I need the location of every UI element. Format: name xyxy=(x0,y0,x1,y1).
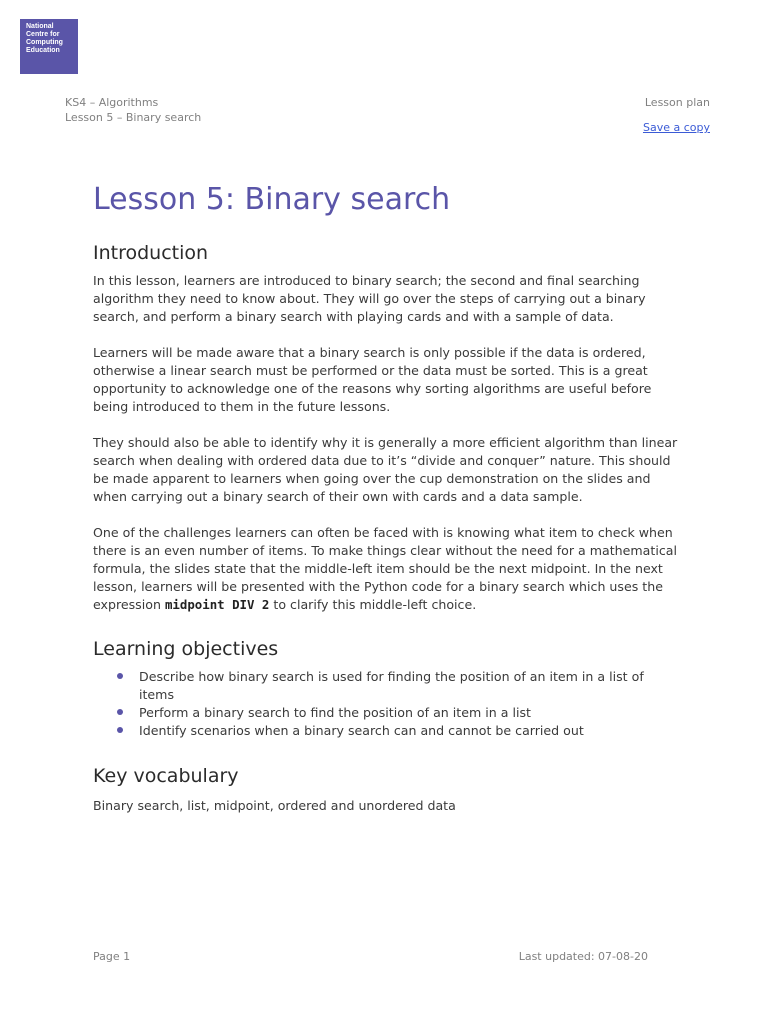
header-course: KS4 – Algorithms xyxy=(65,96,159,109)
objective-text: Describe how binary search is used for finding the position of an item in a list of items xyxy=(139,669,644,702)
intro-paragraph-4-text: One of the challenges learners can often be faced with is knowing what item to check when there is an even number of items. To make things clear without the need for a mathematical formula, the slides state that the middle-left item should be the next midpoint. In the next lesson, learners will be presented with the Python code for a binary search which uses the expression xyxy=(93,525,677,612)
vocabulary-text: Binary search, list, midpoint, ordered and unordered data xyxy=(93,798,456,813)
objective-text: Identify scenarios when a binary search can and cannot be carried out xyxy=(139,723,584,738)
page-title: Lesson 5: Binary search xyxy=(93,182,451,217)
header-lesson: Lesson 5 – Binary search xyxy=(65,111,202,124)
header-doc-type: Lesson plan xyxy=(644,96,710,109)
logo-line: Computing xyxy=(26,39,63,46)
objectives-heading: Learning objectives xyxy=(93,638,279,660)
intro-paragraph-4 xyxy=(93,524,678,614)
page-number: Page 1 xyxy=(93,950,131,963)
logo-line: Centre for xyxy=(26,31,60,38)
intro-paragraph-4-end: to clarify this middle-left choice. xyxy=(269,597,477,612)
list-item xyxy=(139,668,678,704)
list-item xyxy=(139,704,678,722)
intro-paragraph-3: They should also be able to identify why it is generally a more efficient algorithm than linear search when dealing with ordered data due to it’s “divide and conquer” nature. This should be made apparent to learners when going over the cup demonstration on the slides and when carrying out a binary search of their own with cards and a data sample. xyxy=(93,435,678,504)
bullet-icon xyxy=(117,673,123,679)
bullet-icon xyxy=(117,709,123,715)
document-body xyxy=(93,176,678,815)
logo-line: Education xyxy=(26,47,60,54)
bullet-icon xyxy=(117,727,123,733)
introduction-heading: Introduction xyxy=(93,242,209,264)
save-copy-link[interactable]: Save a copy xyxy=(642,121,710,134)
objectives-list xyxy=(93,668,678,740)
objective-text: Perform a binary search to find the position of an item in a list xyxy=(139,705,531,720)
header-breadcrumb xyxy=(65,95,201,125)
intro-paragraph-2: Learners will be made aware that a binary search is only possible if the data is ordered, otherwise a linear search must be performed or the data must be sorted. This is a great opportunity to acknowledge one of the reasons why sorting algorithms are useful before being introduced to them in the future lessons. xyxy=(93,345,652,414)
last-updated: Last updated: 07-08-20 xyxy=(518,950,648,963)
logo-line: National xyxy=(26,23,54,30)
ncce-logo xyxy=(20,19,78,74)
intro-paragraph-1: In this lesson, learners are introduced to binary search; the second and final searching algorithm they need to know about. They will go over the steps of carrying out a binary search, and perform a binary search with playing cards and with a sample of data. xyxy=(93,273,646,324)
vocabulary-heading: Key vocabulary xyxy=(93,765,239,787)
code-expression: midpoint DIV 2 xyxy=(164,597,270,612)
list-item xyxy=(139,722,678,740)
